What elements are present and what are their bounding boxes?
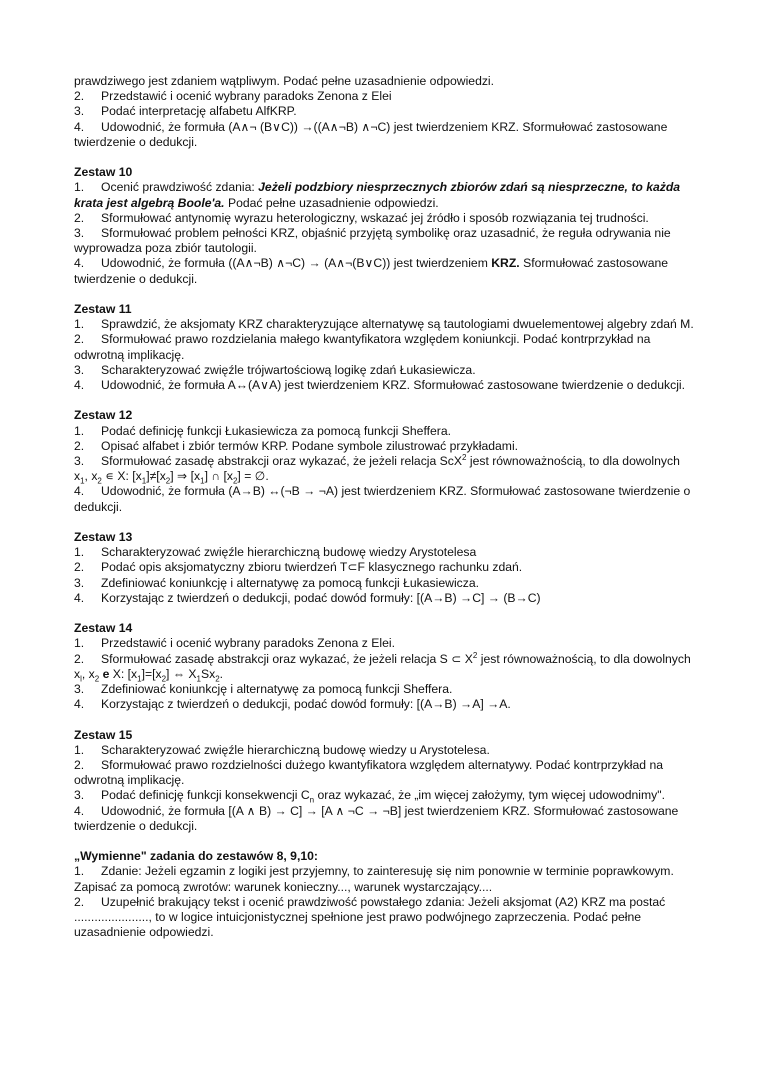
list-item: 4. Udowodnić, że formuła ((A∧¬B) ∧¬C) → (A∧¬(B∨C)) jest twierdzeniem KRZ. Sformułować zastosowane twierdzenie o dedukcji. (74, 256, 669, 286)
list-item: 4. Udowodnić, że formuła (A→B) ↔(¬B → ¬A) jest twierdzeniem KRZ. Sformułować zastosowane twierdzenie o dedukcji. (74, 484, 691, 514)
section-heading: Zestaw 12 (74, 408, 133, 423)
list-item: 4. Udowodnić, że formuła [(A ∧ B) → C] → [A ∧ ¬C → ¬B] jest twierdzeniem KRZ. Sformułować zastosowane twierdzenie o dedukcji. (74, 803, 679, 833)
section-heading: Zestaw 13 (74, 530, 133, 545)
list-item: 3. Sformułować zasadę abstrakcji oraz wykazać, że jeżeli relacja ScX$^2$ jest równoważnością, to dla dowolnych $x_1$, $x_2$ ∊ X: $[x_1]\ne[x_2]$ ⇒ $[x_1]$ ∩ $[x_2]$ = ∅. (74, 452, 680, 486)
list-item: 3. Scharakteryzować zwięźle trójwartościową logikę zdań Łukasiewicza. (74, 362, 476, 377)
list-item: 2. Sformułować prawo rozdzielania małego kwantyfikatora względem koniunkcji. Podać kontrprzykład na odwrotną implikację. (74, 332, 651, 362)
list-item: 1. Scharakteryzować zwięźle hierarchiczną budowę wiedzy Arystotelesa (74, 545, 477, 560)
list-item: 3. Zdefiniować koniunkcję i alternatywę za pomocą funkcji Łukasiewicza. (74, 575, 479, 590)
list-item: 1. Zdanie: Jeżeli egzamin z logiki jest przyjemny, to zainteresuję się nim ponownie w terminie poprawkowym. Zapisać za pomocą zwrotów: warunek konieczny..., warunek wystarczający.... (74, 864, 674, 894)
list-item: 1. Ocenić prawdziwość zdania: Jeżeli podzbiory niesprzecznych zbiorów zdań są niesprzeczne, to każda krata jest algebrą Boole'a. Podać pełne uzasadnienie odpowiedzi. (74, 180, 681, 210)
list-item: 3. Sformułować problem pełności KRZ, objaśnić przyjętą symbolikę oraz uzasadnić, że reguła odrywania nie wyprowadza poza zbiór tautologii. (74, 226, 671, 256)
section-heading: Zestaw 15 (74, 727, 133, 742)
list-item: 1. Sprawdzić, że aksjomaty KRZ charakteryzujące alternatywę są tautologiami dwuelementowej algebry zdań M. (74, 317, 694, 332)
list-item: 1. Scharakteryzować zwięźle hierarchiczną budowę wiedzy u Arystotelesa. (74, 742, 490, 757)
list-item: 3. Zdefiniować koniunkcję i alternatywę za pomocą funkcji Sheffera. (74, 682, 453, 697)
document-page (74, 74, 696, 940)
section-heading: Zestaw 11 (74, 302, 132, 317)
section-heading: „Wymienne" zadania do zestawów 8, 9,10: (74, 849, 318, 864)
list-item: 3. Podać interpretację alfabetu AlfKRP. (74, 104, 297, 119)
list-item: 1. Przedstawić i ocenić wybrany paradoks Zenona z Elei. (74, 636, 395, 651)
list-item: 2. Podać opis aksjomatyczny zbioru twierdzeń T⊂F klasycznego rachunku zdań. (74, 560, 523, 575)
list-item: 3. Podać definicję funkcji konsekwencji $C_n$ oraz wykazać, że „im więcej założymy, tym więcej udowodnimy". (74, 788, 665, 805)
list-item: 2. Sformułować antynomię wyrazu heterologiczny, wskazać jej źródło i sposób rozwiązania tej trudności. (74, 210, 649, 225)
list-item: 2. Opisać alfabet i zbiór termów KRP. Podane symbole zilustrować przykładami. (74, 438, 519, 453)
list-item: 4. Udowodnić, że formuła (A∧¬ (B∨C)) →((A∧¬B) ∧¬C) jest twierdzeniem KRZ. Sformułować zastosowane twierdzenie o dedukcji. (74, 119, 668, 149)
list-item: 2. Sformułować zasadę abstrakcji oraz wykazać, że jeżeli relacja S ⊂ $X^2$ jest równoważnością, to dla dowolnych $x_l$, $x_2$ e X: $[x_1]=[x_2]$ ⇔ $X_1Sx_2$. (74, 650, 691, 684)
section-heading: Zestaw 14 (74, 621, 133, 636)
list-item: 4. Korzystając z twierdzeń o dedukcji, podać dowód formuły: [(A→B) →C] → (B→C) (74, 590, 541, 605)
list-item: 1. Podać definicję funkcji Łukasiewicza za pomocą funkcji Sheffera. (74, 423, 452, 438)
closing-paragraph: ......................, to w logice intuicjonistycznej spełnione jest prawo podwójnego zaprzeczenia. Podać pełne uzasadnienie odpowiedzi. (74, 910, 642, 940)
section-heading: Zestaw 10 (74, 165, 133, 180)
list-item: 2. Przedstawić i ocenić wybrany paradoks Zenona z Elei (74, 89, 392, 104)
intro-line: prawdziwego jest zdaniem wątpliwym. Podać pełne uzasadnienie odpowiedzi. (74, 74, 495, 88)
list-item: 2. Uzupełnić brakujący tekst i ocenić prawdziwość powstałego zdania: Jeżeli aksjomat (A2) KRZ ma postać (74, 894, 666, 909)
list-item: 2. Sformułować prawo rozdzielności dużego kwantyfikatora względem alternatywy. Podać kontrprzykład na odwrotną implikację. (74, 758, 664, 788)
list-item: 4. Korzystając z twierdzeń o dedukcji, podać dowód formuły: [(A→B) →A] →A. (74, 697, 511, 712)
list-item: 4. Udowodnić, że formuła A↔(A∨A) jest twierdzeniem KRZ. Sformułować zastosowane twierdzenie o dedukcji. (74, 378, 686, 393)
